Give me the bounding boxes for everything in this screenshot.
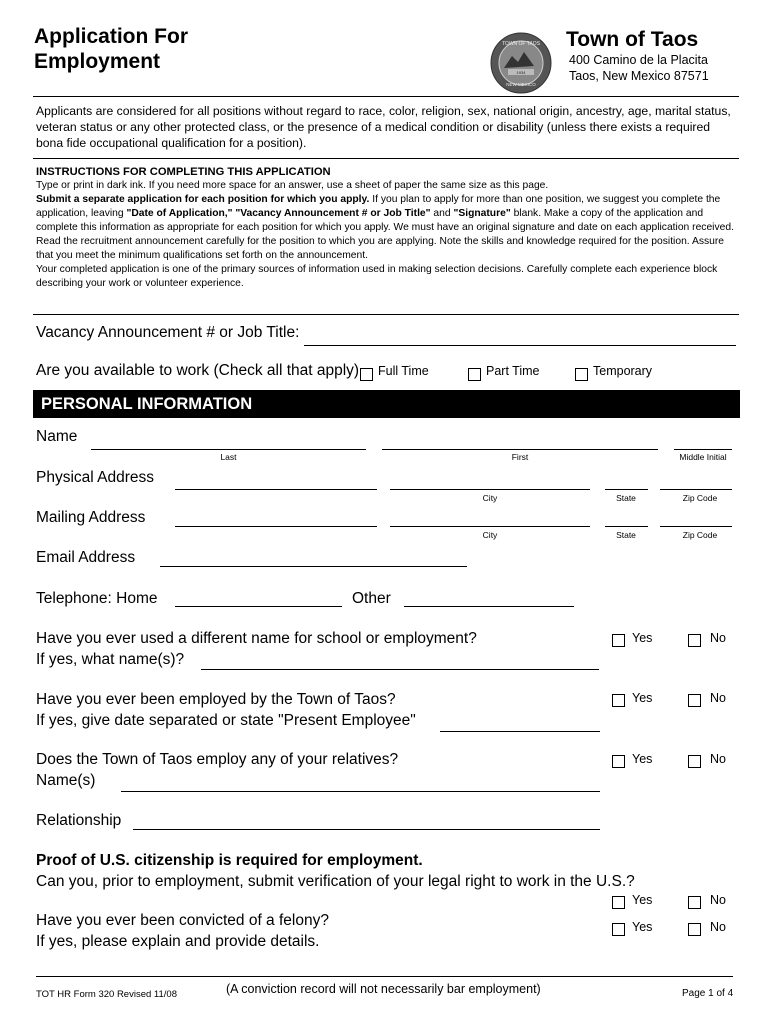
physical-zip-sublabel: Zip Code bbox=[682, 493, 718, 503]
physical-street-input[interactable] bbox=[175, 489, 377, 490]
different-name-yes-checkbox[interactable] bbox=[612, 634, 625, 647]
physical-city-sublabel: City bbox=[482, 493, 498, 503]
yes-label: Yes bbox=[632, 631, 653, 645]
mailing-address-label: Mailing Address bbox=[36, 509, 146, 526]
last-sublabel: Last bbox=[220, 452, 237, 462]
different-name-input[interactable] bbox=[201, 669, 599, 670]
physical-state-sublabel: State bbox=[616, 493, 636, 503]
mailing-state-sublabel: State bbox=[616, 530, 636, 540]
personal-info-banner: PERSONAL INFORMATION bbox=[33, 390, 740, 418]
temporary-checkbox[interactable] bbox=[575, 368, 588, 381]
instructions-heading: INSTRUCTIONS FOR COMPLETING THIS APPLICATION bbox=[36, 166, 331, 178]
relatives-names-label: Name(s) bbox=[36, 772, 96, 789]
relationship-input[interactable] bbox=[133, 829, 600, 830]
no-label: No bbox=[710, 920, 726, 934]
seal-state: NEW MEXICO bbox=[506, 82, 536, 87]
town-name: Town of Taos bbox=[566, 28, 699, 51]
instructions-p4: Your completed application is one of the primary sources of information used in making selection decisions. Carefully complete each experience block describing your work or volunteer experience. bbox=[36, 264, 718, 289]
email-input[interactable] bbox=[160, 566, 467, 567]
name-label: Name bbox=[36, 428, 78, 445]
felony-question: Have you ever been convicted of a felony? bbox=[36, 912, 329, 929]
part-time-label: Part Time bbox=[486, 364, 540, 378]
full-time-label: Full Time bbox=[378, 364, 429, 378]
no-label: No bbox=[710, 893, 726, 907]
relatives-names-input[interactable] bbox=[121, 791, 600, 792]
citizenship-question: Can you, prior to employment, submit verification of your legal right to work in the U.S.? bbox=[36, 873, 635, 890]
town-seal-icon bbox=[490, 32, 552, 94]
phone-other-label: Other bbox=[352, 590, 391, 607]
form-number: TOT HR Form 320 Revised 11/08 bbox=[36, 989, 177, 1000]
mailing-zip-sublabel: Zip Code bbox=[682, 530, 718, 540]
mailing-city-input[interactable] bbox=[390, 526, 590, 527]
form-title-line2: Employment bbox=[34, 50, 161, 73]
instructions-p1: Type or print in dark ink. If you need more space for an answer, use a sheet of paper the same size as this page. bbox=[36, 180, 549, 191]
relationship-label: Relationship bbox=[36, 812, 122, 829]
address-line1: 400 Camino de la Placita bbox=[569, 53, 708, 67]
full-time-checkbox[interactable] bbox=[360, 368, 373, 381]
mailing-state-input[interactable] bbox=[605, 526, 648, 527]
mailing-city-sublabel: City bbox=[482, 530, 498, 540]
employed-no-checkbox[interactable] bbox=[688, 694, 701, 707]
instructions-p3: Read the recruitment announcement carefully for the position to which you are applying. Note the skills and knowledge required for the position. Assure that you meet the minimum qualifications set forth on the announcement. bbox=[36, 236, 724, 261]
town-seal bbox=[490, 32, 552, 94]
relatives-yes-checkbox[interactable] bbox=[612, 755, 625, 768]
divider bbox=[33, 314, 739, 315]
employed-yes-checkbox[interactable] bbox=[612, 694, 625, 707]
physical-zip-input[interactable] bbox=[660, 489, 732, 490]
felony-no-checkbox[interactable] bbox=[688, 923, 701, 936]
vacancy-input[interactable] bbox=[304, 345, 736, 346]
eeo-notice: Applicants are considered for all positions without regard to race, color, religion, sex, national origin, ancestry, age, marital status, veteran status or any other protected class, or the presence of a medical condition or disability (unless there exists a required bona fide occupational qualification for a position). bbox=[36, 104, 731, 150]
footer-divider bbox=[36, 976, 733, 977]
temporary-label: Temporary bbox=[593, 364, 653, 378]
divider bbox=[33, 158, 739, 159]
divider bbox=[33, 96, 739, 97]
address-line2: Taos, New Mexico 87571 bbox=[569, 69, 709, 83]
phone-home-label: Telephone: Home bbox=[36, 590, 158, 607]
middle-initial-input[interactable] bbox=[674, 449, 732, 450]
physical-state-input[interactable] bbox=[605, 489, 648, 490]
instructions-block bbox=[36, 165, 738, 291]
citizenship-yes-checkbox[interactable] bbox=[612, 896, 625, 909]
email-label: Email Address bbox=[36, 549, 136, 566]
form-title bbox=[34, 24, 188, 74]
form-title-line1: Application For bbox=[34, 25, 188, 48]
availability-label: Are you available to work (Check all that apply) bbox=[36, 362, 360, 379]
town-address bbox=[569, 52, 709, 84]
employed-followup: If yes, give date separated or state "Present Employee" bbox=[36, 712, 416, 729]
relatives-no-checkbox[interactable] bbox=[688, 755, 701, 768]
physical-city-input[interactable] bbox=[390, 489, 590, 490]
no-label: No bbox=[710, 691, 726, 705]
last-name-input[interactable] bbox=[91, 449, 366, 450]
different-name-followup: If yes, what name(s)? bbox=[36, 651, 185, 668]
different-name-question: Have you ever used a different name for school or employment? bbox=[36, 630, 477, 647]
no-label: No bbox=[710, 752, 726, 766]
yes-label: Yes bbox=[632, 691, 653, 705]
vacancy-label: Vacancy Announcement # or Job Title: bbox=[36, 324, 300, 341]
employed-input[interactable] bbox=[440, 731, 600, 732]
first-name-input[interactable] bbox=[382, 449, 658, 450]
different-name-no-checkbox[interactable] bbox=[688, 634, 701, 647]
conviction-note: (A conviction record will not necessarily bar employment) bbox=[226, 982, 541, 996]
middle-initial-sublabel: Middle Initial bbox=[679, 452, 727, 462]
instructions-p2: Submit a separate application for each position for which you apply. If you plan to apply for more than one position, we suggest you complete the application, leaving "Date of Application," "Vacancy Announcement # or Job Title" and "Signature" blank. Make a copy of the application and complete this information as appropriate for each position for which you apply. We must have an original signature and date on each application received. bbox=[36, 194, 734, 233]
yes-label: Yes bbox=[632, 752, 653, 766]
citizenship-no-checkbox[interactable] bbox=[688, 896, 701, 909]
mailing-street-input[interactable] bbox=[175, 526, 377, 527]
part-time-checkbox[interactable] bbox=[468, 368, 481, 381]
felony-yes-checkbox[interactable] bbox=[612, 923, 625, 936]
felony-followup: If yes, please explain and provide details. bbox=[36, 933, 320, 950]
no-label: No bbox=[710, 631, 726, 645]
yes-label: Yes bbox=[632, 920, 653, 934]
page-number: Page 1 of 4 bbox=[682, 988, 734, 999]
first-sublabel: First bbox=[511, 452, 529, 462]
physical-address-label: Physical Address bbox=[36, 469, 155, 486]
employed-question: Have you ever been employed by the Town of Taos? bbox=[36, 691, 396, 708]
citizenship-notice: Proof of U.S. citizenship is required for employment. bbox=[36, 852, 423, 869]
phone-other-input[interactable] bbox=[404, 606, 574, 607]
seal-year: 1934 bbox=[516, 70, 526, 75]
mailing-zip-input[interactable] bbox=[660, 526, 732, 527]
seal-text: TOWN OF TAOS bbox=[501, 41, 541, 47]
phone-home-input[interactable] bbox=[175, 606, 342, 607]
relatives-question: Does the Town of Taos employ any of your relatives? bbox=[36, 751, 399, 768]
yes-label: Yes bbox=[632, 893, 653, 907]
